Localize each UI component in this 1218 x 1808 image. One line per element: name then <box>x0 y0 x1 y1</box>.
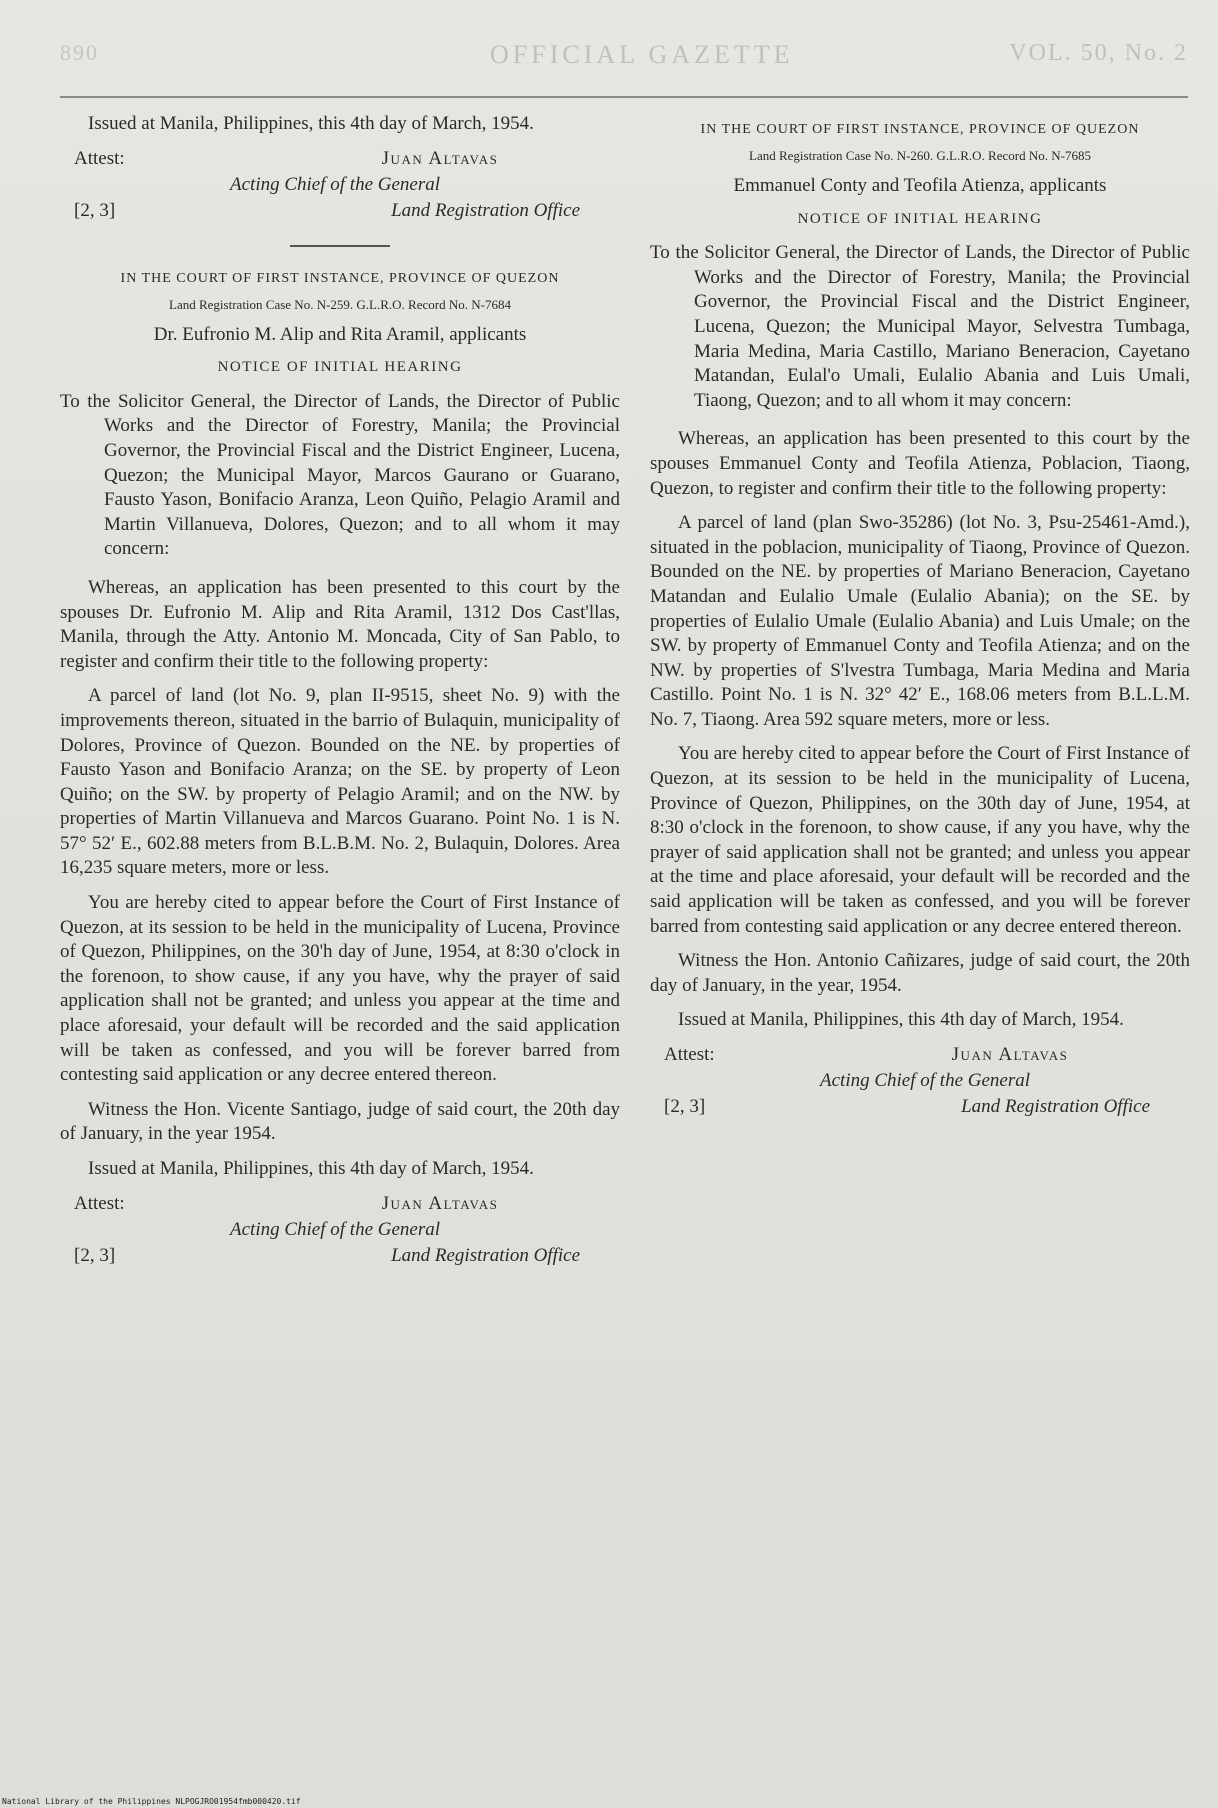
case-number: Land Registration Case No. N-259. G.L.R.O. Record No. N-7684 <box>169 296 511 312</box>
volume-label: VOL. 50, No. 2 <box>1009 40 1188 66</box>
notice-title: NOTICE OF INITIAL HEARING <box>797 210 1043 227</box>
right-column <box>650 112 1190 1131</box>
whereas-paragraph: Whereas, an application has been presented to this court by the spouses Dr. Eufronio M. Alip and Rita Aramil, 1312 Dos Cast'llas, Manila, through the Atty. Antonio M. Moncada, City of San Pablo, to register and confirm their title to the following property: <box>60 576 620 672</box>
court-heading: IN THE COURT OF FIRST INSTANCE, PROVINCE OF QUEZON <box>700 122 1140 137</box>
issue-reference: [2, 3] <box>664 1096 706 1117</box>
whereas-paragraph: Whereas, an application has been presented to this court by the spouses Emmanuel Conty and Teofila Atienza, Poblacion, Tiaong, Quezon, to register and confirm their title to the following property: <box>650 428 1190 499</box>
attest-signer: Juan Altavas <box>381 1192 499 1214</box>
attest-signer: Juan Altavas <box>951 1044 1069 1065</box>
attest-label: Attest: <box>74 147 125 169</box>
section-divider <box>290 245 390 247</box>
addressees: To the Solicitor General, the Director of Lands, the Director of Public Works and the Director of Forestry, Manila; the Provincial Governor, the Provincial Fiscal and the District Engineer, Lucena, Quezon; the Municipal Mayor, Selvestra Tumbaga, Maria Medina, Maria Castillo, Mariano Beneracion, Cayetano Matandan, Eulal'o Umali, Eulalio Abania and Luis Umali, Tiaong, Quezon; and to all whom it may concern: <box>650 242 1190 411</box>
attest-label: Attest: <box>664 1044 715 1065</box>
parcel-description: A parcel of land (plan Swo-35286) (lot No. 3, Psu-25461-Amd.), situated in the poblacion, municipality of Tiaong, Province of Quezon. Bounded on the NE. by properties of Mariano Beneracion, Cayetano Matandan and Eulalio Umale (Eulalio Abania); on the SE. by properties of Eulalio Umale (Eulalio Abania) and Luis Umale; on the SW. by property of Emmanuel Conty and Teofila Atienza; and on the NW. by properties of S'lvestra Tumbaga, Maria Medina and Maria Castillo. Point No. 1 is N. 32° 42′ E., 168.06 meters from B.L.L.M. No. 7, Tiaong. Area 592 square meters, more or less. <box>650 512 1190 730</box>
issue-reference: [2, 3] <box>74 199 116 221</box>
attest-title-line2: Land Registration Office <box>391 199 580 221</box>
attest-title-line2: Land Registration Office <box>961 1096 1150 1117</box>
witness-paragraph: Witness the Hon. Vicente Santiago, judge of said court, the 20th day of January, in the year 1954. <box>60 1098 620 1145</box>
citation-paragraph: You are hereby cited to appear before the Court of First Instance of Quezon, at its session to be held in the municipality of Lucena, Province of Quezon, Philippines, on the 30'h day of June, 1954, at 8:30 o'clock in the forenoon, to show cause, if any you have, why the prayer of said application shall not be granted; and unless you appear at the time and place aforesaid, your default will be recorded and the said application will be taken as confessed, and you will be forever barred from contesting said application or any decree entered thereon. <box>60 892 620 1086</box>
scan-footer: National Library of the Philippines NLPOGJRO01954fmb000420.tif <box>2 1797 301 1806</box>
prior-notice-issued: Issued at Manila, Philippines, this 4th day of March, 1954. <box>88 113 534 134</box>
attest-block <box>650 1043 1190 1121</box>
prior-notice-attest <box>60 147 620 225</box>
issue-reference: [2, 3] <box>74 1244 116 1266</box>
applicants-line: Emmanuel Conty and Teofila Atienza, applicants <box>733 175 1107 196</box>
addressees: To the Solicitor General, the Director of Lands, the Director of Public Works and the Director of Forestry, Manila; the Provincial Governor, the Provincial Fiscal and the District Engineer, Lucena, Quezon; the Municipal Mayor, Marcos Gaurano or Guarano, Fausto Yason, Bonifacio Aranza, Leon Quiño, Pelagio Aramil and Martin Villanueva, Dolores, Quezon; and to all whom it may concern: <box>60 390 620 560</box>
witness-paragraph: Witness the Hon. Antonio Cañizares, judge of said court, the 20th day of January, in the year, 1954. <box>650 950 1190 996</box>
page-number: 890 <box>60 40 99 65</box>
attest-block <box>60 1192 620 1270</box>
attest-label: Attest: <box>74 1192 125 1214</box>
attest-title-line1: Acting Chief of the General <box>230 173 441 195</box>
case-number: Land Registration Case No. N-260. G.L.R.O. Record No. N-7685 <box>749 148 1091 163</box>
attest-title-line1: Acting Chief of the General <box>230 1218 441 1240</box>
publication-title: OFFICIAL GAZETTE <box>490 40 794 69</box>
left-column <box>60 112 620 1280</box>
header-rule <box>60 96 1188 98</box>
notice-title: NOTICE OF INITIAL HEARING <box>217 359 463 376</box>
attest-signer: Juan Altavas <box>381 147 499 169</box>
court-heading: IN THE COURT OF FIRST INSTANCE, PROVINCE OF QUEZON <box>120 270 560 286</box>
issued-paragraph: Issued at Manila, Philippines, this 4th day of March, 1954. <box>678 1009 1124 1031</box>
page-header <box>60 40 1188 80</box>
parcel-description: A parcel of land (lot No. 9, plan II-9515, sheet No. 9) with the improvements thereon, situated in the barrio of Bulaquin, municipality of Dolores, Province of Quezon. Bounded on the NE. by properties of Fausto Yason and Bonifacio Aranza; on the SE. by property of Leon Quiño; on the SW. by property of Pelagio Aramil; and on the NW. by properties of Martin Villanueva and Marcos Guarano. Point No. 1 is N. 57° 52′ E., 602.88 meters from B.L.B.M. No. 2, Bulaquin, Dolores. Area 16,235 square meters, more or less. <box>60 685 620 879</box>
attest-title-line2: Land Registration Office <box>391 1244 580 1266</box>
citation-paragraph: You are hereby cited to appear before the Court of First Instance of Quezon, at its session to be held in the municipality of Lucena, Province of Quezon, Philippines, on the 30th day of June, 1954, at 8:30 o'clock in the forenoon, to show cause, if any you have, why the prayer of said application shall not be granted; and unless you appear at the time and place aforesaid, your default will be recorded and the said application will be taken as confessed, and you will be forever barred from contesting said application or any decree entered thereon. <box>650 743 1190 937</box>
attest-title-line1: Acting Chief of the General <box>820 1070 1031 1091</box>
applicants-line: Dr. Eufronio M. Alip and Rita Aramil, applicants <box>153 323 527 345</box>
issued-paragraph: Issued at Manila, Philippines, this 4th day of March, 1954. <box>88 1158 534 1179</box>
